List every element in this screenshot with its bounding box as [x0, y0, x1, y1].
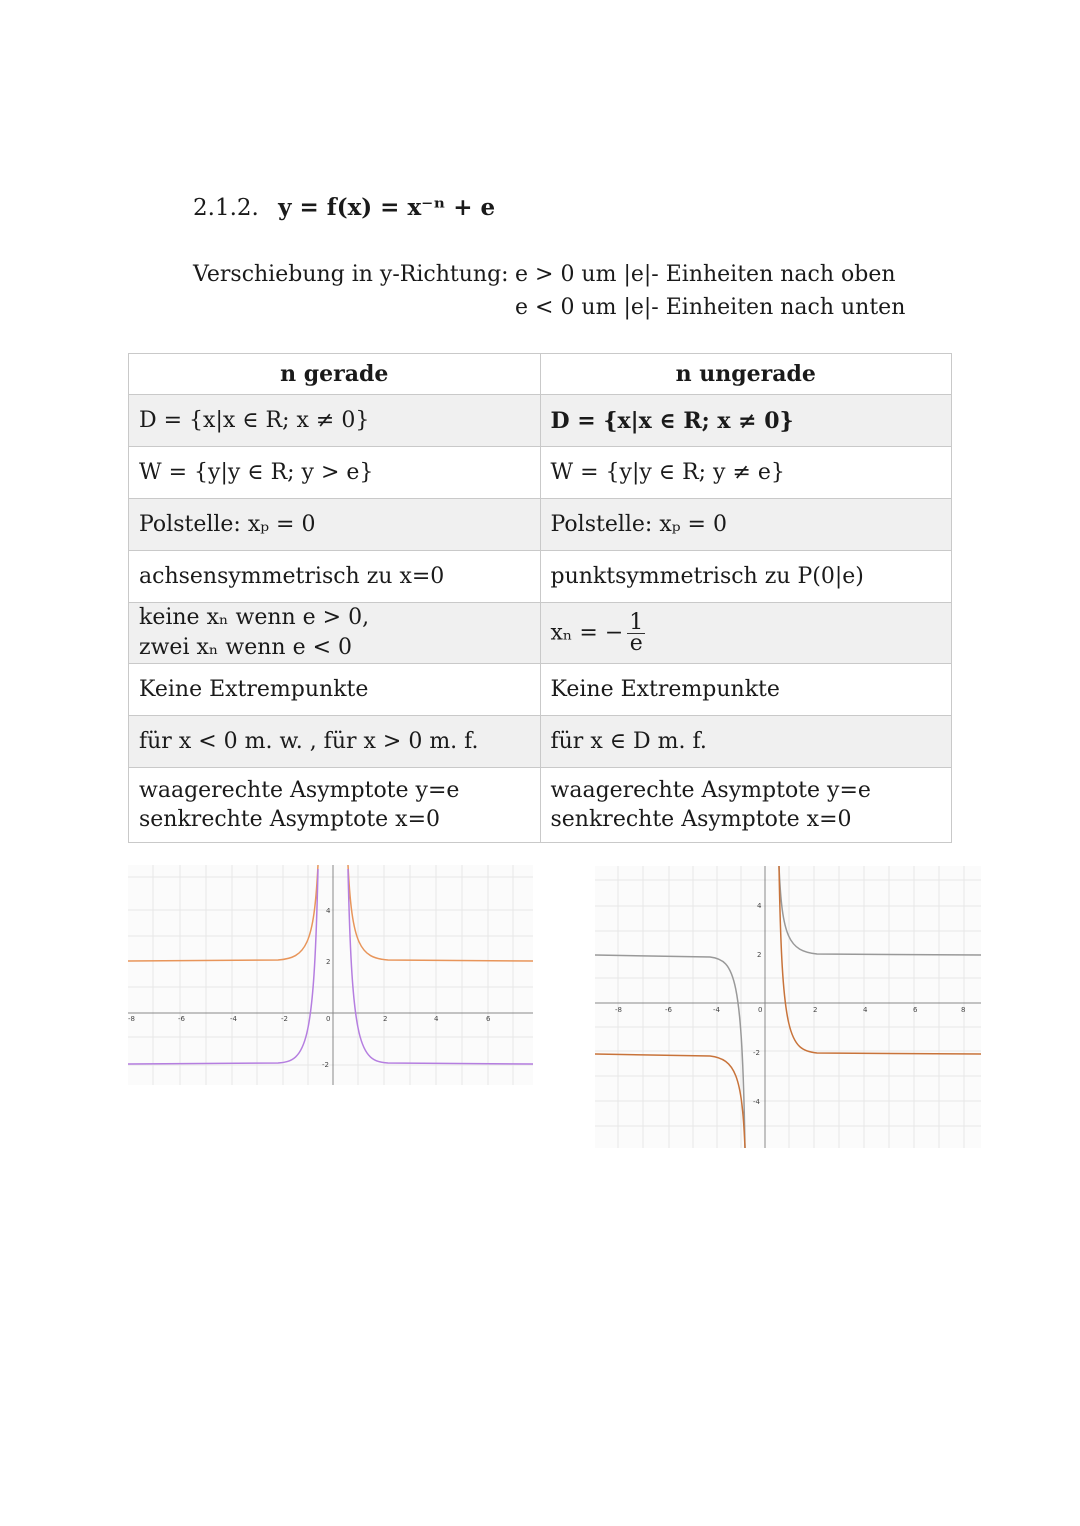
domain-odd: D = {x|x ∈ R; x ≠ 0} — [540, 395, 952, 447]
zeros-even-line-2: zwei xₙ wenn e < 0 — [139, 635, 353, 660]
fraction-numerator: 1 — [629, 609, 644, 635]
asymptotes-odd — [540, 768, 952, 843]
graph-odd-background — [595, 866, 981, 1148]
symmetry-odd: punktsymmetrisch zu P(0|e) — [540, 551, 952, 603]
y-tick-label: -2 — [322, 1061, 329, 1069]
asymptote-h-even: waagerechte Asymptote y=e — [139, 778, 460, 803]
x-tick-label: -6 — [178, 1015, 185, 1023]
zeros-odd-prefix: xₙ = − — [550, 620, 624, 645]
graph-odd — [595, 866, 981, 1148]
x-tick-label: -8 — [615, 1006, 622, 1014]
range-even: W = {y|y ∈ R; y > e} — [129, 447, 541, 499]
zeros-odd-fraction — [627, 609, 645, 656]
x-tick-label: 0 — [326, 1015, 331, 1023]
y-tick-label: -2 — [753, 1049, 760, 1057]
pole-odd: Polstelle: xₚ = 0 — [540, 499, 952, 551]
table-header-row — [129, 354, 952, 395]
col-header-even: n gerade — [129, 354, 541, 395]
x-tick-label: 2 — [813, 1006, 818, 1014]
shift-label: Verschiebung in y-Richtung: — [193, 262, 509, 287]
y-tick-label: -4 — [753, 1098, 760, 1106]
asymptotes-even — [129, 768, 541, 843]
fraction-denominator: e — [629, 630, 643, 656]
extrema-odd: Keine Extrempunkte — [540, 664, 952, 716]
shift-up-text: e > 0 um |e|- Einheiten nach oben — [515, 262, 896, 287]
table-row-extrema — [129, 664, 952, 716]
y-tick-label: 4 — [757, 902, 762, 910]
range-odd: W = {y|y ∈ R; y ≠ e} — [540, 447, 952, 499]
pole-even: Polstelle: xₚ = 0 — [129, 499, 541, 551]
x-tick-label: 6 — [486, 1015, 491, 1023]
x-tick-label: -4 — [230, 1015, 237, 1023]
monotony-odd: für x ∈ D m. f. — [540, 716, 952, 768]
asymptote-h-odd: waagerechte Asymptote y=e — [550, 778, 871, 803]
zeros-even-line-1: keine xₙ wenn e > 0, — [139, 605, 370, 630]
table-row-symmetry — [129, 551, 952, 603]
shift-row-2 — [193, 291, 905, 324]
shift-row-1 — [193, 258, 905, 291]
y-tick-label: 4 — [326, 907, 331, 915]
symmetry-even: achsensymmetrisch zu x=0 — [129, 551, 541, 603]
section-number: 2.1.2. — [193, 195, 259, 221]
domain-even: D = {x|x ∈ R; x ≠ 0} — [129, 395, 541, 447]
zeros-even — [129, 603, 541, 664]
x-tick-label: -4 — [713, 1006, 720, 1014]
graph-even — [128, 865, 533, 1085]
asymptote-v-even: senkrechte Asymptote x=0 — [139, 807, 441, 832]
x-tick-label: -2 — [281, 1015, 288, 1023]
table-row-pole — [129, 499, 952, 551]
x-tick-label: 4 — [863, 1006, 868, 1014]
extrema-even: Keine Extrempunkte — [129, 664, 541, 716]
col-header-odd: n ungerade — [540, 354, 952, 395]
x-tick-label: 6 — [913, 1006, 918, 1014]
x-tick-label: 8 — [961, 1006, 966, 1014]
table-row-range — [129, 447, 952, 499]
monotony-even: für x < 0 m. w. , für x > 0 m. f. — [129, 716, 541, 768]
x-tick-label: 2 — [383, 1015, 388, 1023]
x-tick-label: -8 — [128, 1015, 135, 1023]
properties-table — [128, 353, 952, 843]
shift-description — [193, 258, 905, 324]
x-tick-label: -6 — [665, 1006, 672, 1014]
graph-even-background — [128, 865, 533, 1085]
y-tick-label: 2 — [757, 951, 762, 959]
table-row-monotony — [129, 716, 952, 768]
zeros-odd — [540, 603, 952, 664]
table-row-domain — [129, 395, 952, 447]
x-tick-label: 4 — [434, 1015, 439, 1023]
y-tick-label: 2 — [326, 958, 331, 966]
shift-down-text: e < 0 um |e|- Einheiten nach unten — [515, 295, 906, 320]
table-row-asymptotes — [129, 768, 952, 843]
section-heading — [193, 194, 495, 221]
x-tick-label: 0 — [758, 1006, 763, 1014]
asymptote-v-odd: senkrechte Asymptote x=0 — [550, 807, 852, 832]
function-formula: y = f(x) = x⁻ⁿ + e — [278, 194, 496, 221]
table-row-zeros — [129, 603, 952, 664]
